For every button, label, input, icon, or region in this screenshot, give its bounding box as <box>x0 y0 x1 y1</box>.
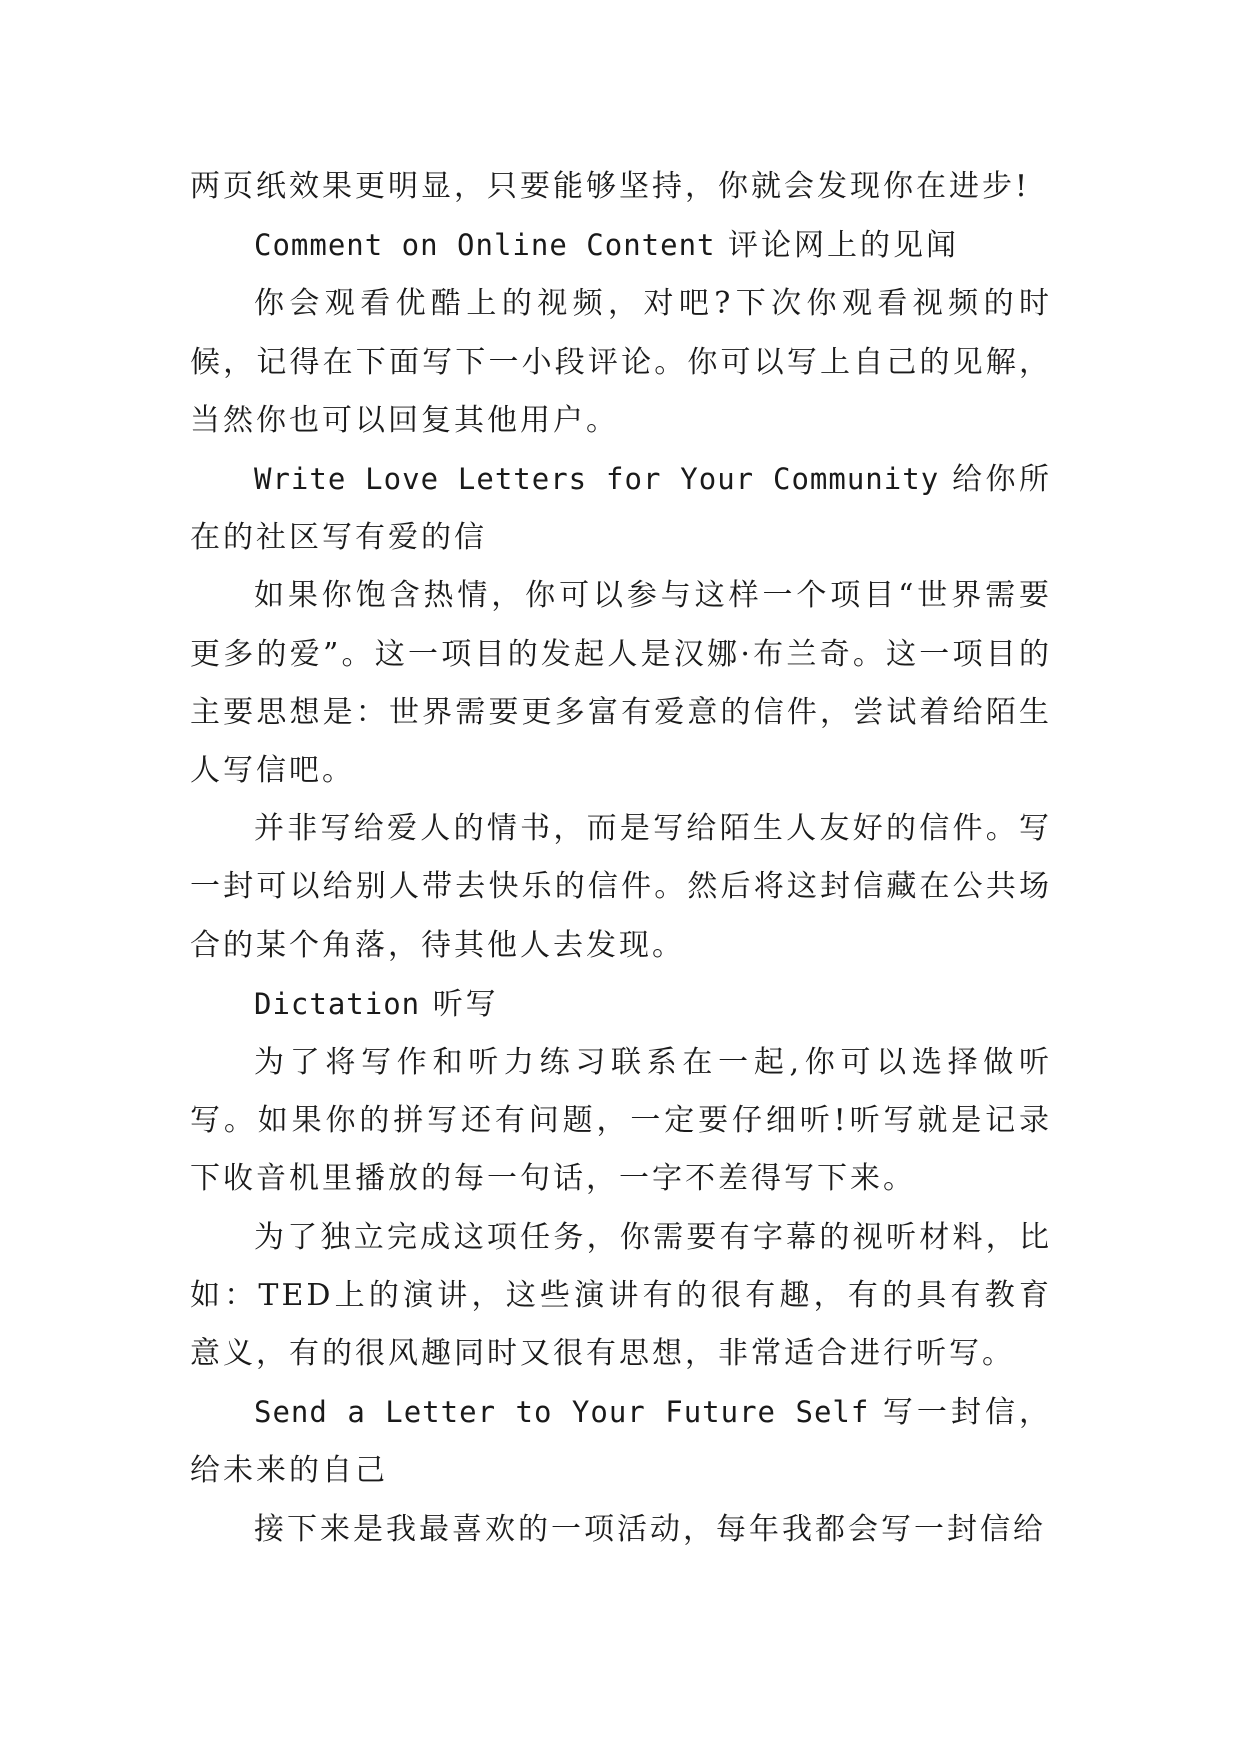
paragraph: 并非写给爱人的情书，而是写给陌生人友好的信件。写一封可以给别人带去快乐的信件。然后将这封信藏在公共场合的某个角落，待其他人去发现。 <box>190 811 1052 963</box>
heading-english: Write Love Letters for Your Community <box>254 462 940 497</box>
paragraph: 两页纸效果更明显，只要能够坚持，你就会发现你在进步! <box>190 169 1031 204</box>
heading-chinese: 写一封信，给未来的自己 <box>190 1395 1052 1489</box>
heading-chinese: 评论网上的见闻 <box>728 228 960 264</box>
paragraph: 为了独立完成这项任务，你需要有字幕的视听材料，比如：TED上的演讲，这些演讲有的很有趣，有的具有教育意义，有的很风趣同时又很有思想，非常适合进行听写。 <box>190 1219 1052 1372</box>
section-heading <box>190 450 1052 567</box>
paragraph: 为了将写作和听力练习联系在一起,你可以选择做听写。如果你的拼写还有问题，一定要仔细听!听写就是记录下收音机里播放的每一句话，一字不差得写下来。 <box>190 1045 1052 1197</box>
section-heading <box>190 1383 1052 1500</box>
heading-chinese: 给你所在的社区写有爱的信 <box>190 462 1052 556</box>
paragraph: 如果你饱含热情，你可以参与这样一个项目“世界需要更多的爱”。这一项目的发起人是汉娜·布兰奇。这一项目的主要思想是：世界需要更多富有爱意的信件，尝试着给陌生人写信吧。 <box>190 578 1052 789</box>
document-body <box>190 158 1052 1559</box>
section-heading <box>190 975 1052 1034</box>
heading-chinese: 听写 <box>432 986 499 1022</box>
paragraph: 接下来是我最喜欢的一项活动，每年我都会写一封信给 <box>254 1511 1046 1547</box>
heading-english: Send a Letter to Your Future Self <box>254 1395 870 1430</box>
heading-english: Comment on Online Content <box>254 228 716 263</box>
paragraph: 你会观看优酷上的视频，对吧?下次你观看视频的时候，记得在下面写下一小段评论。你可以写上自己的见解，当然你也可以回复其他用户。 <box>190 286 1052 438</box>
heading-english: Dictation <box>254 986 421 1021</box>
section-heading <box>190 216 1052 275</box>
